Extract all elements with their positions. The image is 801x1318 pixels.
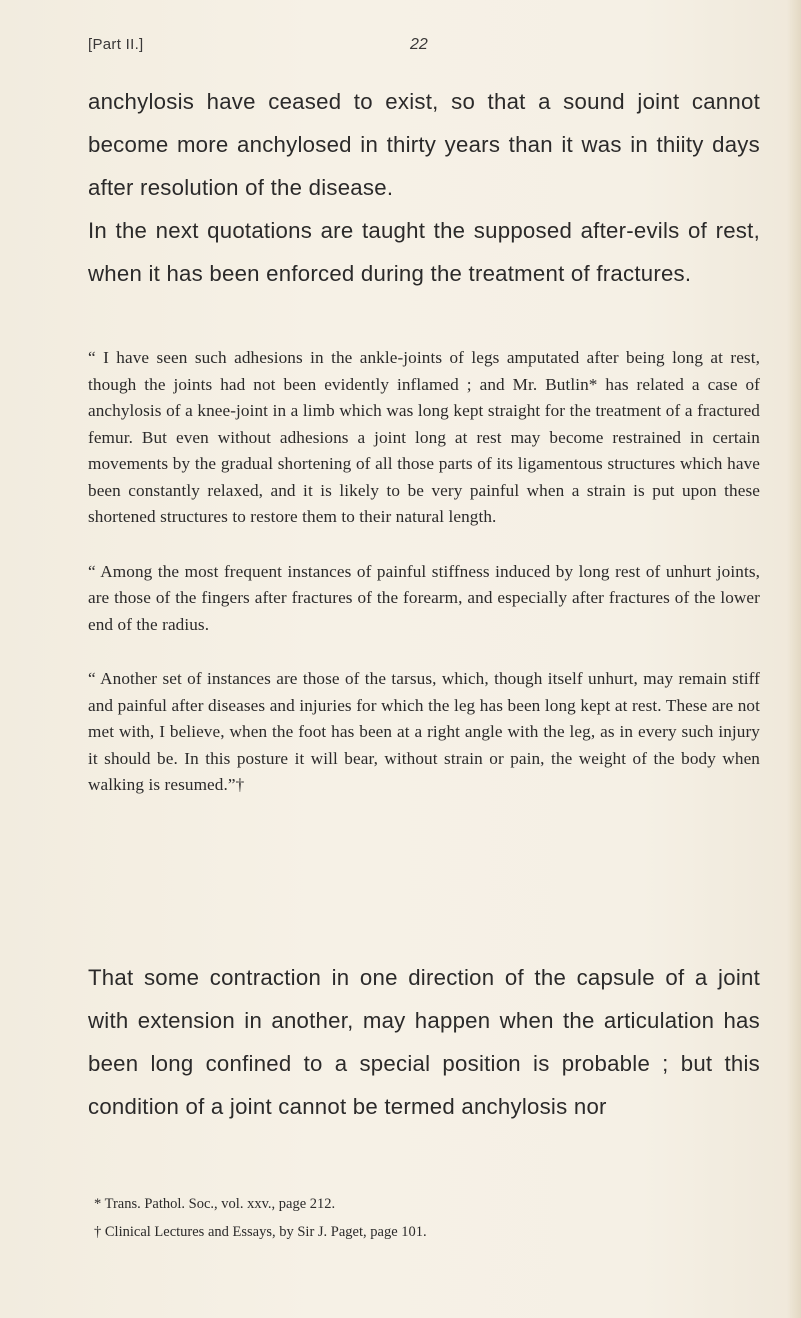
quote-paragraph-stiffness: “ Among the most frequent instances of painful stiffness induced by long rest of unhurt joints, are those of the fingers after fractures of the forearm, and especially after fractures of the lower end of the radius. bbox=[88, 561, 760, 634]
quote-paragraph-adhesions: “ I have seen such adhesions in the ankle-joints of legs amputated after being long at rest, though the joints had not been evidently inflamed ; and Mr. Butlin* has related a case of anchylosis of a knee-joint in a limb which was long kept straight for the treatment of a fractured femur. But even without adhesions a joint long at rest may become restrained in certain movements by the gradual shortening of all those parts of its ligamentous structures which have been constantly relaxed, and it is likely to be very painful when a strain is put upon these shortened structures to restore them to their natural length. bbox=[88, 348, 760, 526]
body-text-bottom bbox=[88, 956, 760, 1128]
page-header bbox=[88, 36, 748, 60]
paragraph-contraction: That some contraction in one direction of the capsule of a joint with extension in another, may happen when the articulation has been long confined to a special position is probable ; but this condition of a joint cannot be termed anchylosis nor bbox=[88, 965, 760, 1119]
quotation-block bbox=[88, 345, 760, 827]
footnote-trans-pathol: * Trans. Pathol. Soc., vol. xxv., page 212. bbox=[94, 1196, 336, 1212]
footnotes bbox=[88, 1190, 748, 1246]
part-label: [Part II.] bbox=[88, 36, 144, 53]
body-text-top bbox=[88, 80, 760, 295]
paragraph-anchylosis: anchylosis have ceased to exist, so that a sound joint cannot become more anchylosed in thirty years than it was in thiity days after resolution of the disease. bbox=[88, 89, 760, 200]
page-number: 22 bbox=[410, 36, 428, 53]
footnote-clinical-lectures: † Clinical Lectures and Essays, by Sir J. Paget, page 101. bbox=[94, 1224, 427, 1240]
page-edge-shadow bbox=[787, 0, 801, 1318]
quote-paragraph-tarsus: “ Another set of instances are those of the tarsus, which, though itself unhurt, may remain stiff and painful after diseases and injuries for which the leg has been long kept at rest. These are not met with, I believe, when the foot has been at a right angle with the leg, as in every such injury it should be. In this posture it will bear, without strain or pain, the weight of the body when walking is resumed.”† bbox=[88, 669, 760, 794]
paragraph-next-quotations: In the next quotations are taught the supposed after-evils of rest, when it has been enforced during the treatment of fractures. bbox=[88, 218, 760, 286]
